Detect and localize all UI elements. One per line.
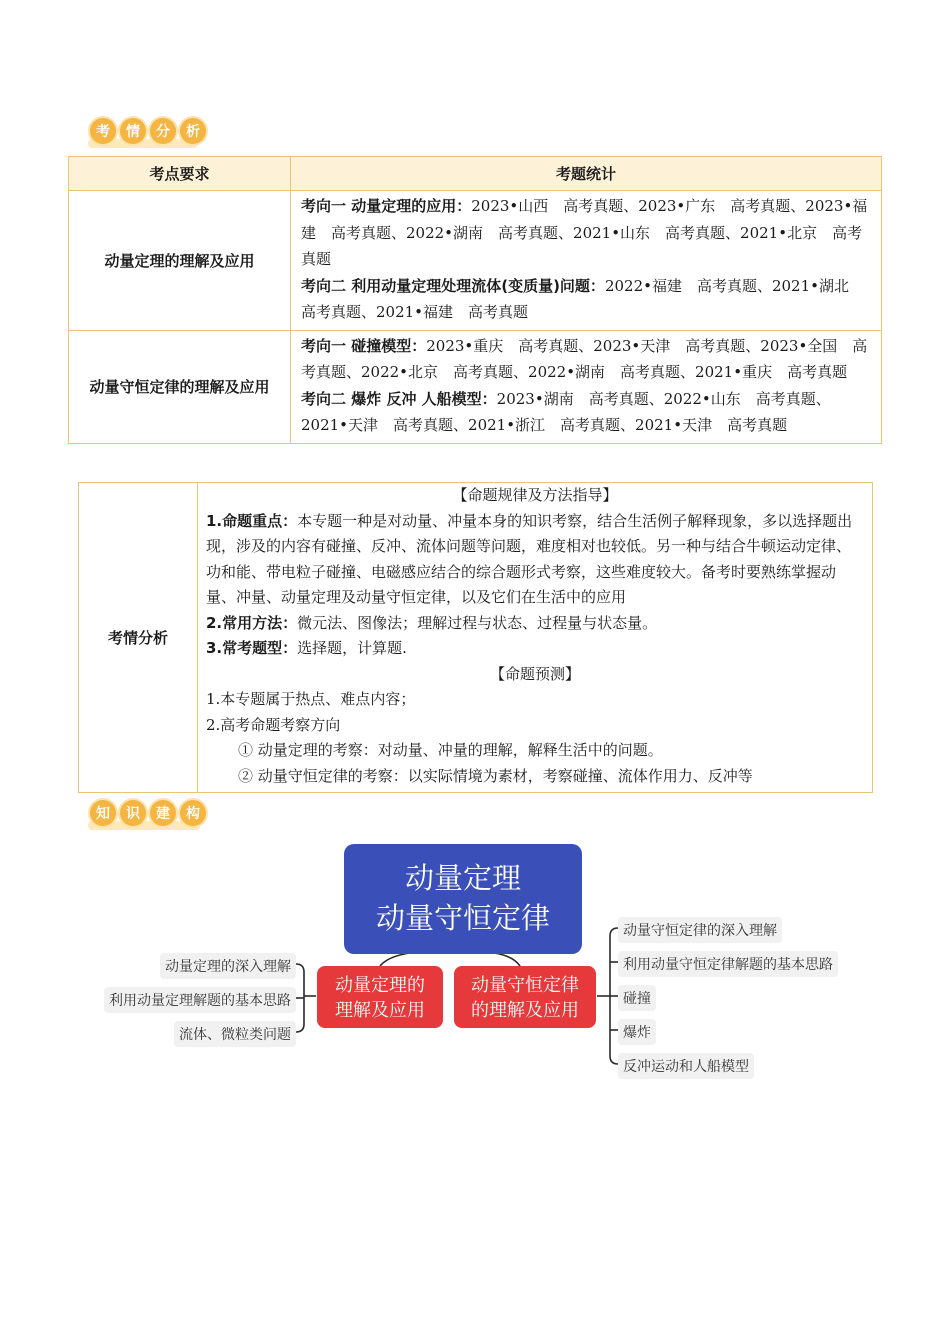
prediction-line: ② 动量守恒定律的考察：以实际情境为素材，考察碰撞、流体作用力、反冲等 <box>238 766 753 785</box>
mindmap-leaf: 流体、微粒类问题 <box>174 1021 296 1047</box>
mindmap-leaf: 利用动量守恒定律解题的基本思路 <box>618 951 838 977</box>
focus-text: 本专题一种是对动量、冲量本身的知识考察，结合生活例子解释现象，多以选择题出现，涉及的内容有碰撞、反冲、流体问题等问题，难度相对也较低。另一种与结合牛顿运动定律、功和能、带电粒子碰撞、电磁感应结合的综合题形式考察，这些难度较大。备考时要熟练掌握动量、冲量、动量定理及动量守恒定律，以及它们在生活中的应用 <box>206 511 853 606</box>
badge-char: 考 <box>90 118 116 144</box>
item-text: 2022•福建 高考真题、2021•湖北 高考真题、2021•福建 高考真题 <box>301 276 864 321</box>
root-line: 动量定理 <box>404 861 521 895</box>
item-label: 考向二 爆炸 反冲 人船模型： <box>301 389 497 408</box>
badge-char: 分 <box>150 118 176 144</box>
row-topic: 动量定理的理解及应用 <box>69 191 291 331</box>
header-statistics: 考题统计 <box>291 157 882 191</box>
row-topic: 动量守恒定律的理解及应用 <box>69 330 291 443</box>
types-text: 选择题，计算题. <box>297 639 407 657</box>
item-label: 考向一 碰撞模型： <box>301 336 427 355</box>
prediction-line: ① 动量定理的考察：对动量、冲量的理解，解释生活中的问题。 <box>238 741 663 759</box>
mindmap-leaf: 反冲运动和人船模型 <box>618 1053 754 1079</box>
badge-char: 情 <box>120 118 146 144</box>
types-label: 3.常考题型： <box>206 639 298 657</box>
methods-text: 微元法、图像法；理解过程与状态、过程量与状态量。 <box>297 613 658 632</box>
mindmap-node-momentum-theorem <box>317 966 443 1028</box>
guidance-heading: 【命题规律及方法指导】 <box>452 486 618 504</box>
section-badge-knowledge-structure <box>88 796 200 830</box>
section-badge-exam-analysis <box>88 114 198 148</box>
item-text: 2023•湖南 高考真题、2022•山东 高考真题、2021•天津 高考真题、2021•浙江 高考真题、2021•天津 高考真题 <box>301 389 831 434</box>
prediction-line: 1.本专题属于热点、难点内容； <box>206 690 416 708</box>
item-text: 2023•重庆 高考真题、2023•天津 高考真题、2023•全国 高考真题、2022•北京 高考真题、2022•湖南 高考真题、2021•重庆 高考真题 <box>301 336 868 381</box>
focus-label: 1.命题重点： <box>206 511 298 530</box>
badge-char: 建 <box>150 800 176 826</box>
root-line: 动量守恒定律 <box>375 901 550 935</box>
node-line: 动量守恒定律 <box>471 975 579 996</box>
node-line: 动量定理的 <box>335 975 425 996</box>
item-label: 考向一 动量定理的应用： <box>301 197 472 215</box>
analysis-label: 考情分析 <box>79 483 198 793</box>
prediction-heading: 【命题预测】 <box>489 664 580 683</box>
badge-char: 析 <box>180 118 206 144</box>
mindmap-leaf: 动量守恒定律的深入理解 <box>618 917 782 943</box>
prediction-line: 2.高考命题考察方向 <box>206 715 341 734</box>
item-label: 考向二 利用动量定理处理流体(变质量)问题： <box>301 276 605 295</box>
badge-char: 识 <box>120 800 146 826</box>
methods-label: 2.常用方法： <box>206 613 298 632</box>
badge-char: 构 <box>180 800 206 826</box>
node-line: 理解及应用 <box>335 1000 425 1021</box>
mindmap-leaf: 利用动量定理解题的基本思路 <box>104 987 296 1013</box>
node-line: 的理解及应用 <box>471 1000 579 1021</box>
mindmap-root <box>344 844 582 954</box>
item-text: 2023•山西 高考真题、2023•广东 高考真题、2023•福建 高考真题、2022•湖南 高考真题、2021•山东 高考真题、2021•北京 高考真题 <box>301 197 868 268</box>
mindmap-leaf: 爆炸 <box>618 1019 656 1045</box>
badge-char: 知 <box>90 800 116 826</box>
mindmap-leaf: 碰撞 <box>618 985 656 1011</box>
mindmap-leaf: 动量定理的深入理解 <box>160 953 296 979</box>
mindmap-node-momentum-conservation <box>454 966 596 1028</box>
header-requirement: 考点要求 <box>69 157 291 191</box>
